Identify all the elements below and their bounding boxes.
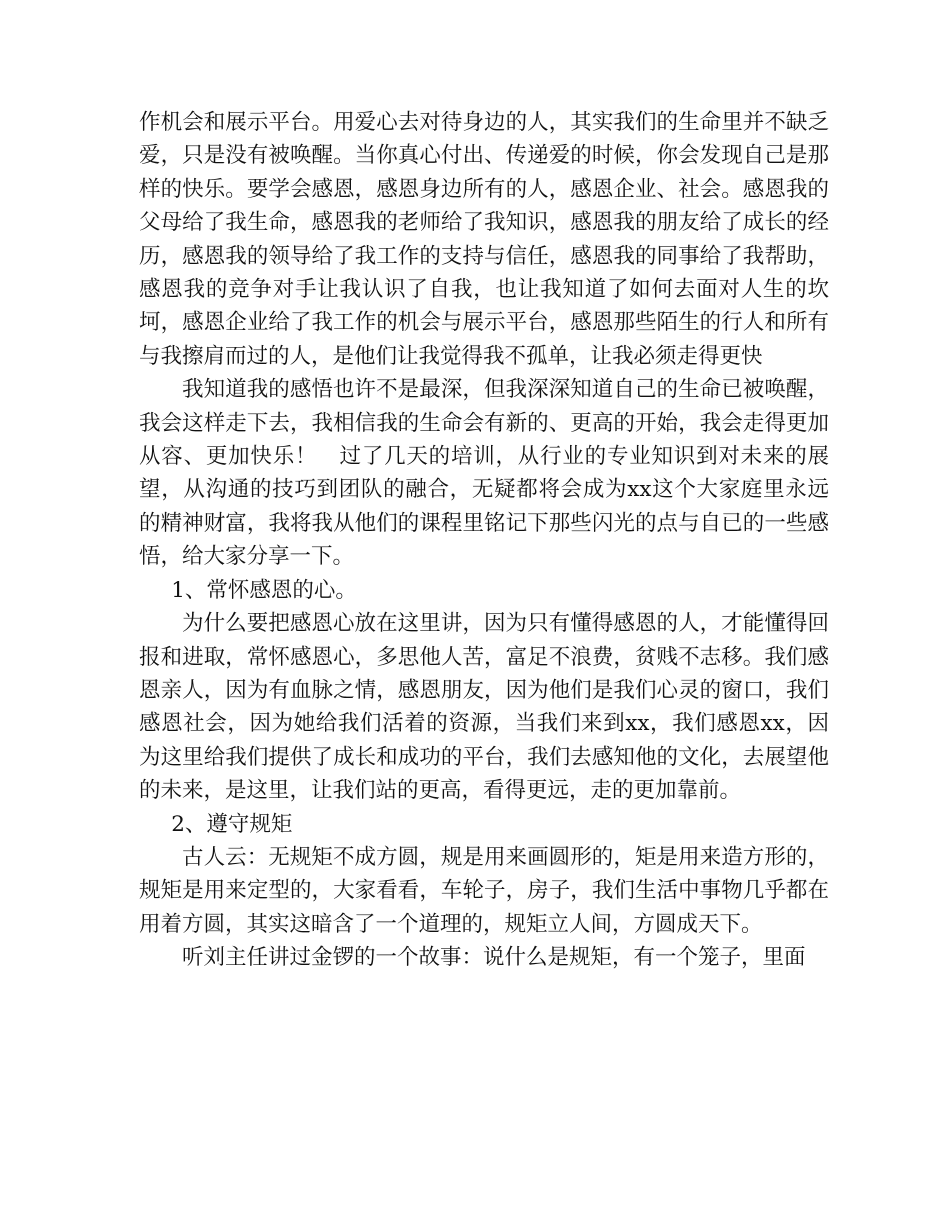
- paragraph-intro: 作机会和展示平台。用爱心去对待身边的人，其实我们的生命里并不缺乏爱，只是没有被唤醒。当你真心付出、传递爱的时候，你会发现自己是那样的快乐。要学会感恩，感恩身边所有的人，感恩企业、社会。感恩我的父母给了我生命，感恩我的老师给了我知识，感恩我的朋友给了成长的经历，感恩我的领导给了我工作的支持与信任，感恩我的同事给了我帮助，感恩我的竞争对手让我认识了自我，也让我知道了如何去面对人生的坎坷，感恩企业给了我工作的机会与展示平台，感恩那些陌生的行人和所有与我擦肩而过的人，是他们让我觉得我不孤单，让我必须走得更快: [139, 110, 829, 369]
- paragraph-rules: 古人云：无规矩不成方圆，规是用来画圆形的，矩是用来造方形的，规矩是用来定型的，大家看看，车轮子，房子，我们生活中事物几乎都在用着方圆，其实这暗含了一个道理的，规矩立人间，方圆成天下。: [139, 844, 829, 937]
- paragraph-story: 听刘主任讲过金锣的一个故事：说什么是规矩，有一个笼子，里面: [182, 945, 806, 971]
- document-page: [139, 106, 829, 975]
- section-heading-gratitude: 1、常怀感恩的心。: [171, 577, 357, 603]
- section-heading-rules: 2、遵守规矩: [171, 811, 293, 837]
- paragraph-gratitude: 为什么要把感恩心放在这里讲，因为只有懂得感恩的人，才能懂得回报和进取，常怀感恩心，多思他人苦，富足不浪费，贫贱不志移。我们感恩亲人，因为有血脉之情，感恩朋友，因为他们是我们心灵的窗口，我们感恩社会，因为她给我们活着的资源，当我们来到xx，我们感恩xx，因为这里给我们提供了成长和成功的平台，我们去感知他的文化，去展望他的未来，是这里，让我们站的更高，看得更远，走的更加靠前。: [139, 611, 829, 804]
- paragraph-awakening: 我知道我的感悟也许不是最深，但我深深知道自己的生命已被唤醒，我会这样走下去，我相信我的生命会有新的、更高的开始，我会走得更加从容、更加快乐！ 过了几天的培训，从行业的专业知识到对未来的展望，从沟通的技巧到团队的融合，无疑都将会成为xx这个大家庭里永远的精神财富，我将我从他们的课程里铭记下那些闪光的点与自已的一些感悟，给大家分享一下。: [139, 377, 829, 570]
